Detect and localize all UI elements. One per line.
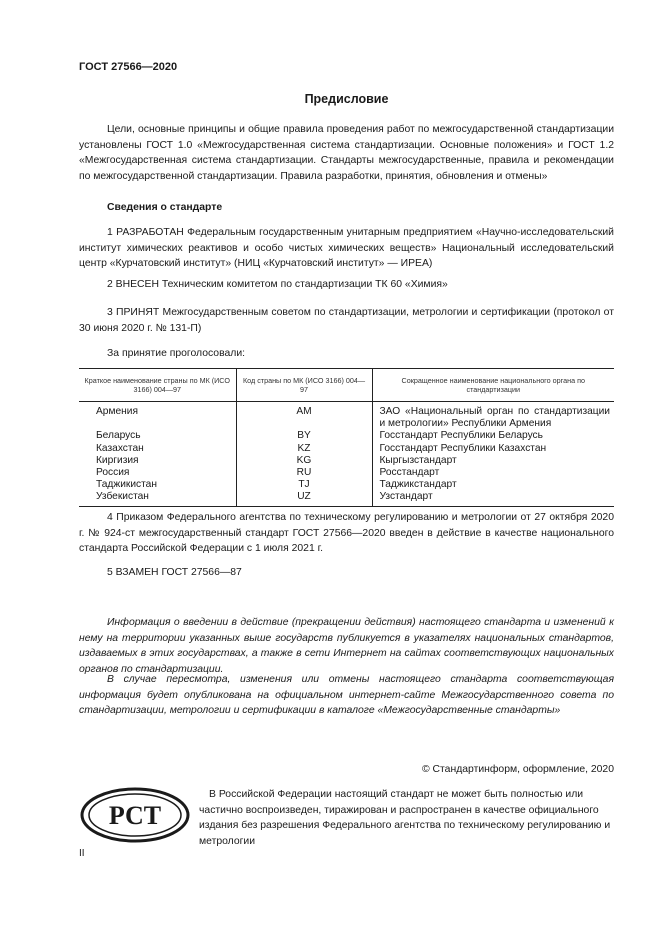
table-row [79, 430, 614, 442]
header-code: Код страны по МК (ИСО 3166) 004—97 [236, 369, 372, 402]
info-paragraph-1: Информация о введении в действие (прекращении действия) настоящего стандарта и изменений к нему на территории указанных выше государств публикуется в указателях национальных стандартов, издаваемых в этих государствах, а также в сети Интернет на сайтах соответствующих национальных органов по стандартизации. [79, 617, 614, 675]
item-1-developed [79, 225, 614, 272]
item-5-replaces [79, 565, 614, 581]
vote-table-header [79, 369, 614, 402]
table-row [79, 455, 614, 467]
organization-cell: Узстандарт [372, 491, 614, 506]
item-3-text: Межгосударственным советом по стандартизации, метрологии и сертификации (протокол от 30 июня 2020 г. № 131-П) [79, 307, 614, 334]
item-2-text: Техническим комитетом по стандартизации ТК 60 «Химия» [158, 279, 448, 290]
code-cell: RU [236, 467, 372, 479]
item-2-lead: 2 ВНЕСЕН [107, 279, 159, 290]
organization-cell: Госстандарт Республики Беларусь [372, 430, 614, 442]
country-cell: Таджикистан [96, 479, 157, 491]
country-cell: Узбекистан [79, 491, 236, 506]
vote-table [79, 368, 614, 507]
country-cell: Россия [96, 467, 130, 479]
table-row [79, 443, 614, 455]
standard-code: ГОСТ 27566—2020 [79, 61, 178, 73]
logo-lettering: РСТ [108, 801, 162, 830]
voted-label: За принятие проголосовали: [107, 348, 246, 359]
page-number: II [79, 848, 85, 859]
organization-cell: Росстандарт [372, 467, 614, 479]
code-cell: UZ [236, 491, 372, 506]
country-cell: Беларусь [96, 430, 141, 442]
page-title: Предисловие [304, 92, 389, 106]
table-row [79, 479, 614, 491]
organization-cell: ЗАО «Национальный орган по стандартизации и метрологии» Республики Армения [372, 402, 614, 431]
rst-logo-icon [79, 786, 191, 850]
section-subheading: Сведения о стандарте [107, 202, 223, 213]
code-cell: AM [236, 402, 372, 431]
table-row [79, 402, 614, 431]
item-1-text: Федеральным государственным унитарным предприятием «Научно-исследовательский институт химических реактивов и особо чистых химических веществ» Национальный исследовательский центр «Курчатовский институт» (НИЦ «Курчатовский институт» — ИРЕА) [79, 227, 614, 269]
table-row [79, 467, 614, 479]
code-cell: TJ [236, 479, 372, 491]
country-cell: Казахстан [96, 442, 144, 454]
item-2-submitted [79, 277, 614, 293]
item-5-text: ГОСТ 27566—87 [158, 567, 242, 578]
item-3-adopted [79, 305, 614, 336]
copyright-line: © Стандартинформ, оформление, 2020 [421, 764, 614, 775]
item-4-order: 4 Приказом Федерального агентства по техническому регулированию и метрологии от 27 октября 2020 г. № 924-ст межгосударственный стандарт ГОСТ 27566—2020 введен в действие в качестве национального стандарта Российской Федерации с 1 июля 2021 г. [79, 512, 614, 554]
item-5-lead: 5 ВЗАМЕН [107, 567, 159, 578]
item-1-lead: 1 РАЗРАБОТАН [107, 227, 184, 238]
organization-cell: Кыргызстандарт [372, 455, 614, 467]
header-organization: Сокращенное наименование национального органа по стандартизации [372, 369, 614, 402]
table-row [79, 491, 614, 506]
code-cell: KZ [236, 443, 372, 455]
organization-cell: Таджикстандарт [372, 479, 614, 491]
header-country: Краткое наименование страны по МК (ИСО 3166) 004—97 [79, 369, 236, 402]
intro-paragraph: Цели, основные принципы и общие правила проведения работ по межгосударственной стандартизации установлены ГОСТ 1.0 «Межгосударственная система стандартизации. Основные положения» и ГОСТ 1.2 «Межгосударственная система стандартизации. Стандарты межгосударственные, правила и рекомендации по межгосударственной стандартизации. Правила разработки, принятия, обновления и отмены» [79, 124, 614, 182]
country-cell: Киргизия [96, 454, 139, 466]
info-paragraph-2: В случае пересмотра, изменения или отмены настоящего стандарта соответствующая информация будет опубликована на официальном интернет-сайте Межгосударственного совета по стандартизации, метрологии и сертификации в каталоге «Межгосударственные стандарты» [79, 674, 614, 716]
code-cell: KG [236, 455, 372, 467]
copyright-notice: В Российской Федерации настоящий стандарт не может быть полностью или частично воспроизведен, тиражирован и распространен в качестве официального издания без разрешения Федерального агентства по техническому регулированию и метрологии [199, 789, 611, 847]
item-3-lead: 3 ПРИНЯТ [107, 307, 160, 318]
organization-cell: Госстандарт Республики Казахстан [372, 443, 614, 455]
code-cell: BY [236, 430, 372, 442]
country-cell: Армения [96, 406, 138, 417]
